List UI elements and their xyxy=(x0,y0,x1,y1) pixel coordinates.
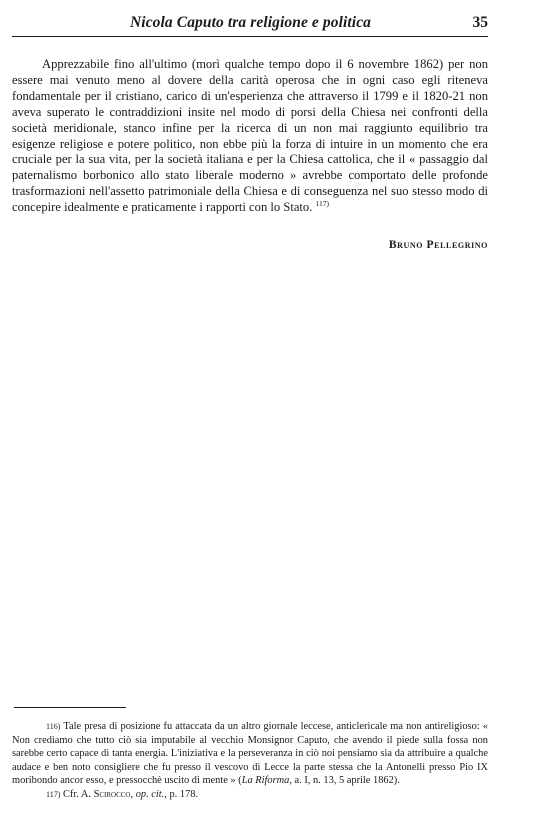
footnotes xyxy=(12,720,488,801)
author-signature: Bruno Pellegrino xyxy=(388,239,488,251)
footnote-117: 117) Cfr. A. Scirocco, op. cit., p. 178. xyxy=(46,788,199,800)
footnote-italic-title: La Riforma xyxy=(241,775,290,786)
footnote-116 xyxy=(12,720,488,788)
body-paragraph-text: Apprezzabile fino all'ultimo (morì qualche tempo dopo il 6 novembre 1862) per non essere mai venuto meno al dovere della carità operosa che in ogni caso egli riteneva fondamentale per il cristiano, carico di un'esperienza che attraverso il 1799 e il 1820-21 non aveva superato le contraddizioni insite nel modo di porsi della Chiesa nei confronti della società meridionale, stanco infine per la ricerca di un non mai raggiunto equilibrio tra esigenze religiose e potere politico, non ebbe più la forza di intuire in un momento che era cruciale per la sua vita, per la società italiana e per la Chiesa cattolica, che il « passaggio dal paternalismo borbonico allo stato liberale moderno » avrebbe comportato delle profonde trasformazioni nell'assetto patrimoniale della Chiesa e di conseguenza nel suo stesso modo di concepire idealmente e praticamente i rapporti con lo Stato. xyxy=(12,57,488,215)
footnote-number: 116) xyxy=(46,722,61,731)
footnote-text-end: , a. I, n. 13, 5 aprile 1862). xyxy=(289,775,400,786)
footnote-number: 117) xyxy=(46,789,61,799)
footnote-prefix: Cfr. A. xyxy=(62,788,91,800)
running-title: Nicola Caputo tra religione e politica xyxy=(130,14,372,31)
running-header xyxy=(12,14,488,37)
footnote-suffix: , p. 178. xyxy=(164,788,199,800)
footnote-reference-117: 117) xyxy=(315,198,330,208)
footnote-text: Tale presa di posizione fu attaccata da un altro giornale leccese, anticlericale ma non antireligioso: « Non crediamo che tutto ciò sia imputabile al vecchio Monsignor Caputo, che avendo il piede sulla fossa non sarebbe certo capace di tanta energia. L'iniziativa e la perseveranza in ciò noi pensiamo sia da attribuire a qualche audace e ben noto consigliere che fu presso il vescovo di Lecce la parte stessa che la Antonelli presso Pio IX moribondo ancor esso, e pressocchè uscito di mente » ( xyxy=(12,721,488,786)
footnote-author: Scirocco xyxy=(93,788,131,800)
body-paragraph xyxy=(12,57,488,216)
footnote-divider xyxy=(14,707,126,708)
footnote-italic-citation: op. cit. xyxy=(135,788,165,800)
page-number: 35 xyxy=(472,14,488,31)
